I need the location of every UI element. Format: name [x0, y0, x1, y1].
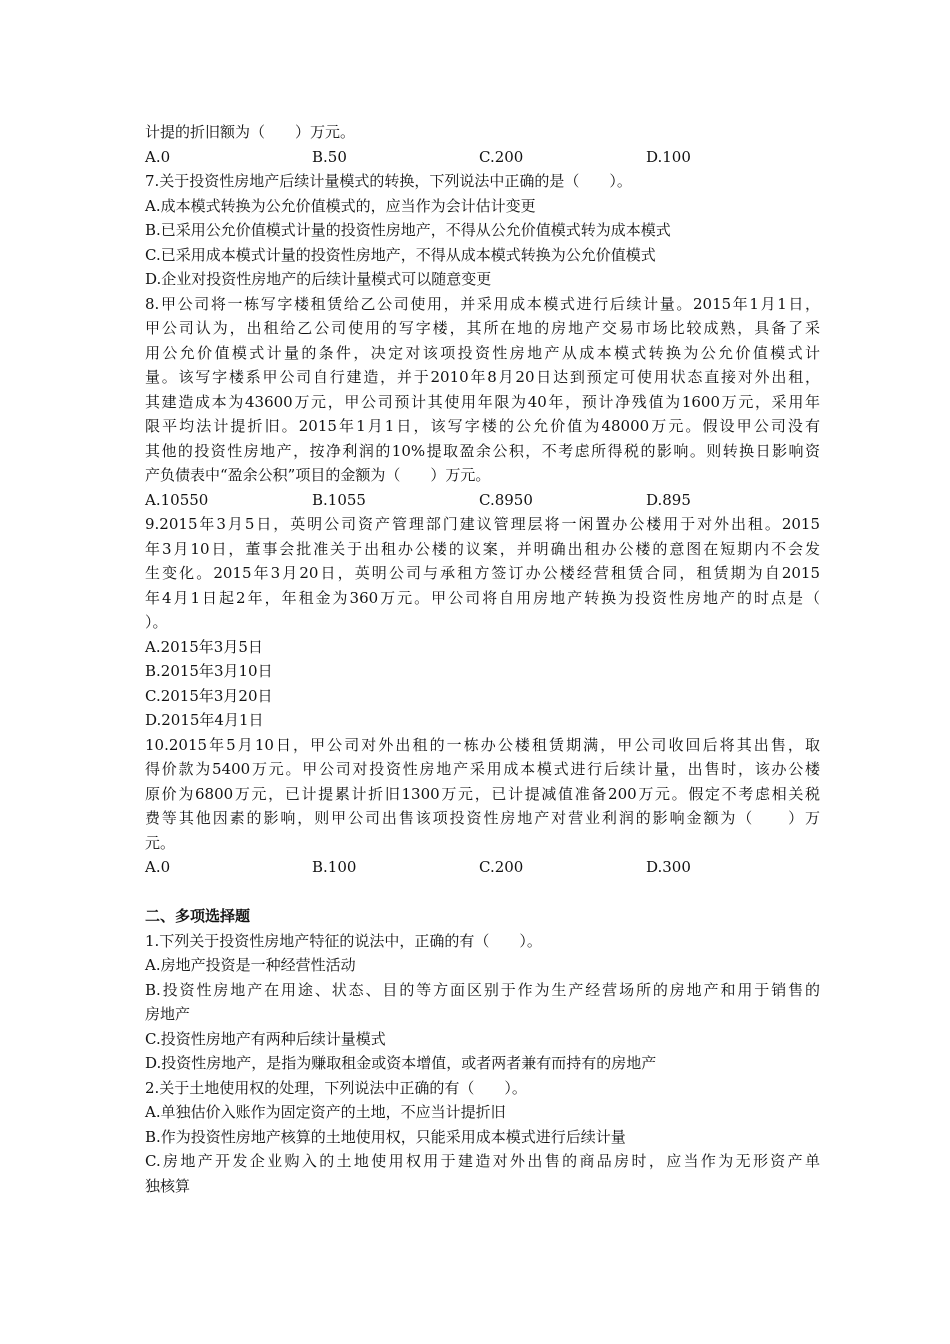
q9-option-a: A.2015年3月5日 [145, 637, 263, 656]
m1-option-d: D.投资性房地产，是指为赚取租金或资本增值，或者两者兼有而持有的房地产 [145, 1054, 657, 1072]
q7-option-d: D.企业对投资性房地产的后续计量模式可以随意变更 [145, 270, 492, 288]
q10-stem-line: 元。 [145, 833, 176, 852]
q8-option-c: C.8950 [479, 490, 533, 509]
q10-options [145, 855, 820, 880]
q9-stem-line: 年4月1日起2年，年租金为360万元。甲公司将自用房地产转换为投资性房地产的时点是（ [145, 588, 820, 607]
q9-option-c: C.2015年3月20日 [145, 686, 273, 705]
q7-option-a: A.成本模式转换为公允价值模式的，应当作为会计估计变更 [145, 196, 536, 215]
q10-stem-line: 得价款为5400万元。甲公司对投资性房地产采用成本模式进行后续计量，出售时，该办公楼 [145, 760, 820, 778]
q10-option-c: C.200 [479, 858, 524, 876]
q6-option-a: A.0 [145, 147, 171, 166]
m2-stem: 2.关于土地使用权的处理，下列说法中正确的有（ ）。 [145, 1078, 527, 1097]
q10-stem-line: 费等其他因素的影响，则甲公司出售该项投资性房地产对营业利润的影响金额为（ ）万 [145, 809, 820, 827]
q8-option-d: D.895 [646, 490, 691, 509]
q9-option-b: B.2015年3月10日 [145, 662, 273, 680]
m1-option-b: B.投资性房地产在用途、状态、目的等方面区别于作为生产经营场所的房地产和用于销售的 [145, 980, 820, 999]
m1-stem: 1.下列关于投资性房地产特征的说法中，正确的有（ ）。 [145, 931, 542, 950]
q7-stem: 7.关于投资性房地产后续计量模式的转换，下列说法中正确的是（ ）。 [145, 172, 632, 190]
m2-option-c: C.房地产开发企业购入的土地使用权用于建造对外出售的商品房时，应当作为无形资产单 [145, 1152, 820, 1170]
m1-option-b-cont: 房地产 [145, 1005, 191, 1023]
q6-stem-tail: 计提的折旧额为（ ）万元。 [145, 123, 356, 141]
m2-option-b: B.作为投资性房地产核算的土地使用权，只能采用成本模式进行后续计量 [145, 1127, 626, 1146]
q9-stem-line: ）。 [145, 613, 168, 631]
q8-stem-line: 量。该写字楼系甲公司自行建造，并于2010年8月20日达到预定可使用状态直接对外出租， [145, 368, 820, 386]
q9-stem-line: 年3月10日，董事会批准关于出租办公楼的议案，并明确出租办公楼的意图在短期内不会发 [145, 539, 820, 558]
m1-option-a: A.房地产投资是一种经营性活动 [145, 956, 356, 974]
section-heading: 二、多项选择题 [145, 907, 251, 925]
q8-stem-line: 其建造成本为43600万元，甲公司预计其使用年限为40年，预计净残值为1600万元，采用年 [145, 392, 820, 411]
q6-options [145, 145, 820, 170]
q9-stem-line: 9.2015年3月5日，英明公司资产管理部门建议管理层将一闲置办公楼用于对外出租。2015 [145, 515, 820, 533]
q6-option-d: D.100 [646, 147, 691, 166]
q8-stem-line: 其他的投资性房地产，按净利润的10%提取盈余公积，不考虑所得税的影响。则转换日影响资 [145, 441, 820, 460]
q6-option-c: C.200 [479, 147, 524, 166]
section-spacer [145, 880, 820, 905]
page-content [145, 120, 820, 1198]
q9-stem-line: 生变化。2015年3月20日，英明公司与承租方签订办公楼经营租赁合同，租赁期为自2015 [145, 564, 820, 582]
q6-option-b: B.50 [312, 147, 347, 166]
q8-stem-line: 甲公司认为，出租给乙公司使用的写字楼，其所在地的房地产交易市场比较成熟，具备了采 [145, 319, 820, 337]
q10-option-b: B.100 [312, 858, 357, 876]
m2-option-c-cont: 独核算 [145, 1176, 191, 1195]
q7-option-b: B.已采用公允价值模式计量的投资性房地产，不得从公允价值模式转为成本模式 [145, 221, 671, 239]
q7-option-c: C.已采用成本模式计量的投资性房地产，不得从成本模式转换为公允价值模式 [145, 245, 656, 264]
q8-option-b: B.1055 [312, 490, 366, 509]
q8-stem-line: 限平均法计提折旧。2015年1月1日，该写字楼的公允价值为48000万元。假设甲公司没有 [145, 417, 820, 435]
q10-stem-line: 10.2015年5月10日，甲公司对外出租的一栋办公楼租赁期满，甲公司收回后将其出售，取 [145, 735, 820, 754]
q10-option-a: A.0 [145, 858, 171, 876]
q8-stem-line: 8.甲公司将一栋写字楼租赁给乙公司使用，并采用成本模式进行后续计量。2015年1月1日， [145, 294, 820, 313]
q8-stem-line: 用公允价值模式计量的条件，决定对该项投资性房地产从成本模式转换为公允价值模式计 [145, 343, 820, 362]
q9-option-d: D.2015年4月1日 [145, 711, 264, 729]
m1-option-c: C.投资性房地产有两种后续计量模式 [145, 1029, 386, 1048]
q8-options [145, 488, 820, 513]
q8-option-a: A.10550 [145, 490, 209, 509]
q10-stem-line: 原价为6800万元，已计提累计折旧1300万元，已计提减值准备200万元。假定不考虑相关税 [145, 784, 820, 803]
m2-option-a: A.单独估价入账作为固定资产的土地，不应当计提折旧 [145, 1103, 506, 1121]
q8-stem-line: 产负债表中“盈余公积”项目的金额为（ ）万元。 [145, 466, 491, 484]
q10-option-d: D.300 [646, 858, 691, 876]
